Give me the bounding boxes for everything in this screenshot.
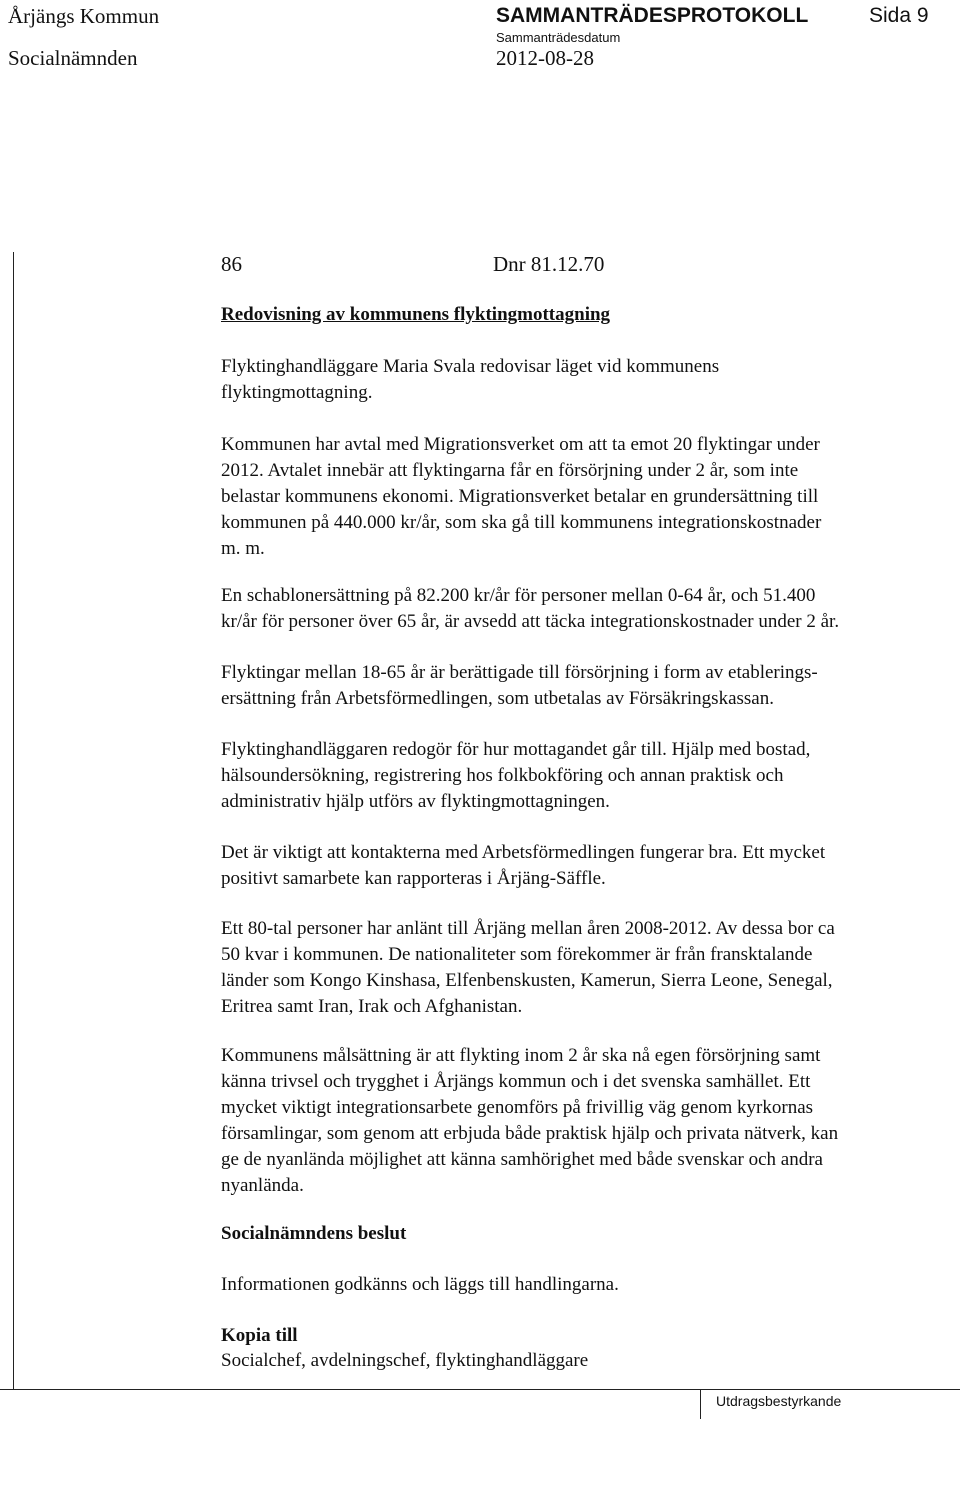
text-line: belastar kommunens ekonomi. Migrationsverket betalar en grundersättning till bbox=[221, 486, 819, 507]
diary-number: Dnr 81.12.70 bbox=[493, 252, 605, 276]
meeting-date-label: Sammanträdesdatum bbox=[496, 30, 621, 45]
paragraph-process bbox=[221, 737, 953, 815]
text-line: Kommunen har avtal med Migrationsverket om att ta emot 20 flyktingar under bbox=[221, 434, 820, 455]
text-line: 2012. Avtalet innebär att flyktingarna får en försörjning under 2 år, som inte bbox=[221, 460, 799, 481]
text-line: kr/år för personer över 65 år, är avsedd att täcka integrationskostnader under 2 år. bbox=[221, 611, 840, 632]
paragraph-benefits bbox=[221, 660, 953, 712]
committee-name: Socialnämnden bbox=[8, 46, 138, 70]
paragraph-compensation bbox=[221, 583, 953, 635]
paragraph-agreement bbox=[221, 432, 953, 562]
text-line: länder som Kongo Kinshasa, Elfenbenskusten, Kamerun, Sierra Leone, Senegal, bbox=[221, 970, 833, 991]
certification-label: Utdragsbestyrkande bbox=[716, 1393, 842, 1409]
stamp-divider bbox=[700, 1389, 701, 1419]
paragraph-arrivals bbox=[221, 916, 953, 1020]
document-type: SAMMANTRÄDESPROTOKOLL bbox=[496, 4, 809, 27]
text-line: 50 kvar i kommunen. De nationaliteter som förekommer är från fransktalande bbox=[221, 944, 813, 965]
text-line: Flyktinghandläggaren redogör för hur mottagandet går till. Hjälp med bostad, bbox=[221, 739, 811, 760]
text-line: församlingar, som genom att erbjuda både praktisk hjälp och privata nätverk, kan bbox=[221, 1123, 839, 1144]
footer-rule bbox=[0, 1389, 960, 1390]
decision-text: Informationen godkänns och läggs till handlingarna. bbox=[221, 1274, 619, 1295]
item-number: 86 bbox=[221, 252, 242, 276]
text-line: Flyktingar mellan 18-65 år är berättigade till försörjning i form av etablerings- bbox=[221, 662, 818, 683]
text-line: Ett 80-tal personer har anlänt till Årjäng mellan åren 2008-2012. Av dessa bor ca bbox=[221, 918, 835, 939]
paragraph-goal bbox=[221, 1043, 953, 1199]
decision-heading: Socialnämndens beslut bbox=[221, 1223, 407, 1244]
text-line: administrativ hjälp utförs av flyktingmottagningen. bbox=[221, 791, 610, 812]
text-line: m. m. bbox=[221, 538, 265, 559]
text-line: känna trivsel och trygghet i Årjängs kommun och i det svenska samhället. Ett bbox=[221, 1071, 811, 1092]
text-line: positivt samarbete kan rapporteras i Årjäng-Säffle. bbox=[221, 868, 606, 889]
text-line: Det är viktigt att kontakterna med Arbetsförmedlingen fungerar bra. Ett mycket bbox=[221, 842, 826, 863]
item-title: Redovisning av kommunens flyktingmottagning bbox=[221, 304, 611, 325]
municipality-name: Årjängs Kommun bbox=[8, 4, 160, 28]
text-line: hälsoundersökning, registrering hos folkbokföring och annan praktisk och bbox=[221, 765, 784, 786]
text-line: Eritrea samt Iran, Irak och Afghanistan. bbox=[221, 996, 523, 1017]
text-line: ge de nyanlända möjlighet att känna samhörighet med både svenskar och andra bbox=[221, 1149, 823, 1170]
text-line: En schablonersättning på 82.200 kr/år för personer mellan 0-64 år, och 51.400 bbox=[221, 585, 816, 606]
text-line: mycket viktigt integrationsarbete genomförs på frivillig väg genom kyrkornas bbox=[221, 1097, 814, 1118]
text-line: Kommunens målsättning är att flykting inom 2 år ska nå egen försörjning samt bbox=[221, 1045, 821, 1066]
text-line: flyktingmottagning. bbox=[221, 382, 373, 403]
page-number: Sida 9 bbox=[869, 4, 929, 27]
text-line: nyanlända. bbox=[221, 1175, 304, 1196]
meeting-date: 2012-08-28 bbox=[496, 46, 594, 70]
text-line: kommunen på 440.000 kr/år, som ska gå till kommunens integrationskostnader bbox=[221, 512, 822, 533]
text-line: Flyktinghandläggare Maria Svala redovisar läget vid kommunens bbox=[221, 356, 720, 377]
copy-heading: Kopia till bbox=[221, 1325, 298, 1346]
copy-recipients: Socialchef, avdelningschef, flyktinghandläggare bbox=[221, 1350, 589, 1371]
paragraph-cooperation bbox=[221, 840, 953, 892]
text-line: ersättning från Arbetsförmedlingen, som utbetalas av Försäkringskassan. bbox=[221, 688, 774, 709]
paragraph-intro bbox=[221, 354, 953, 406]
margin-rule bbox=[13, 252, 14, 1390]
